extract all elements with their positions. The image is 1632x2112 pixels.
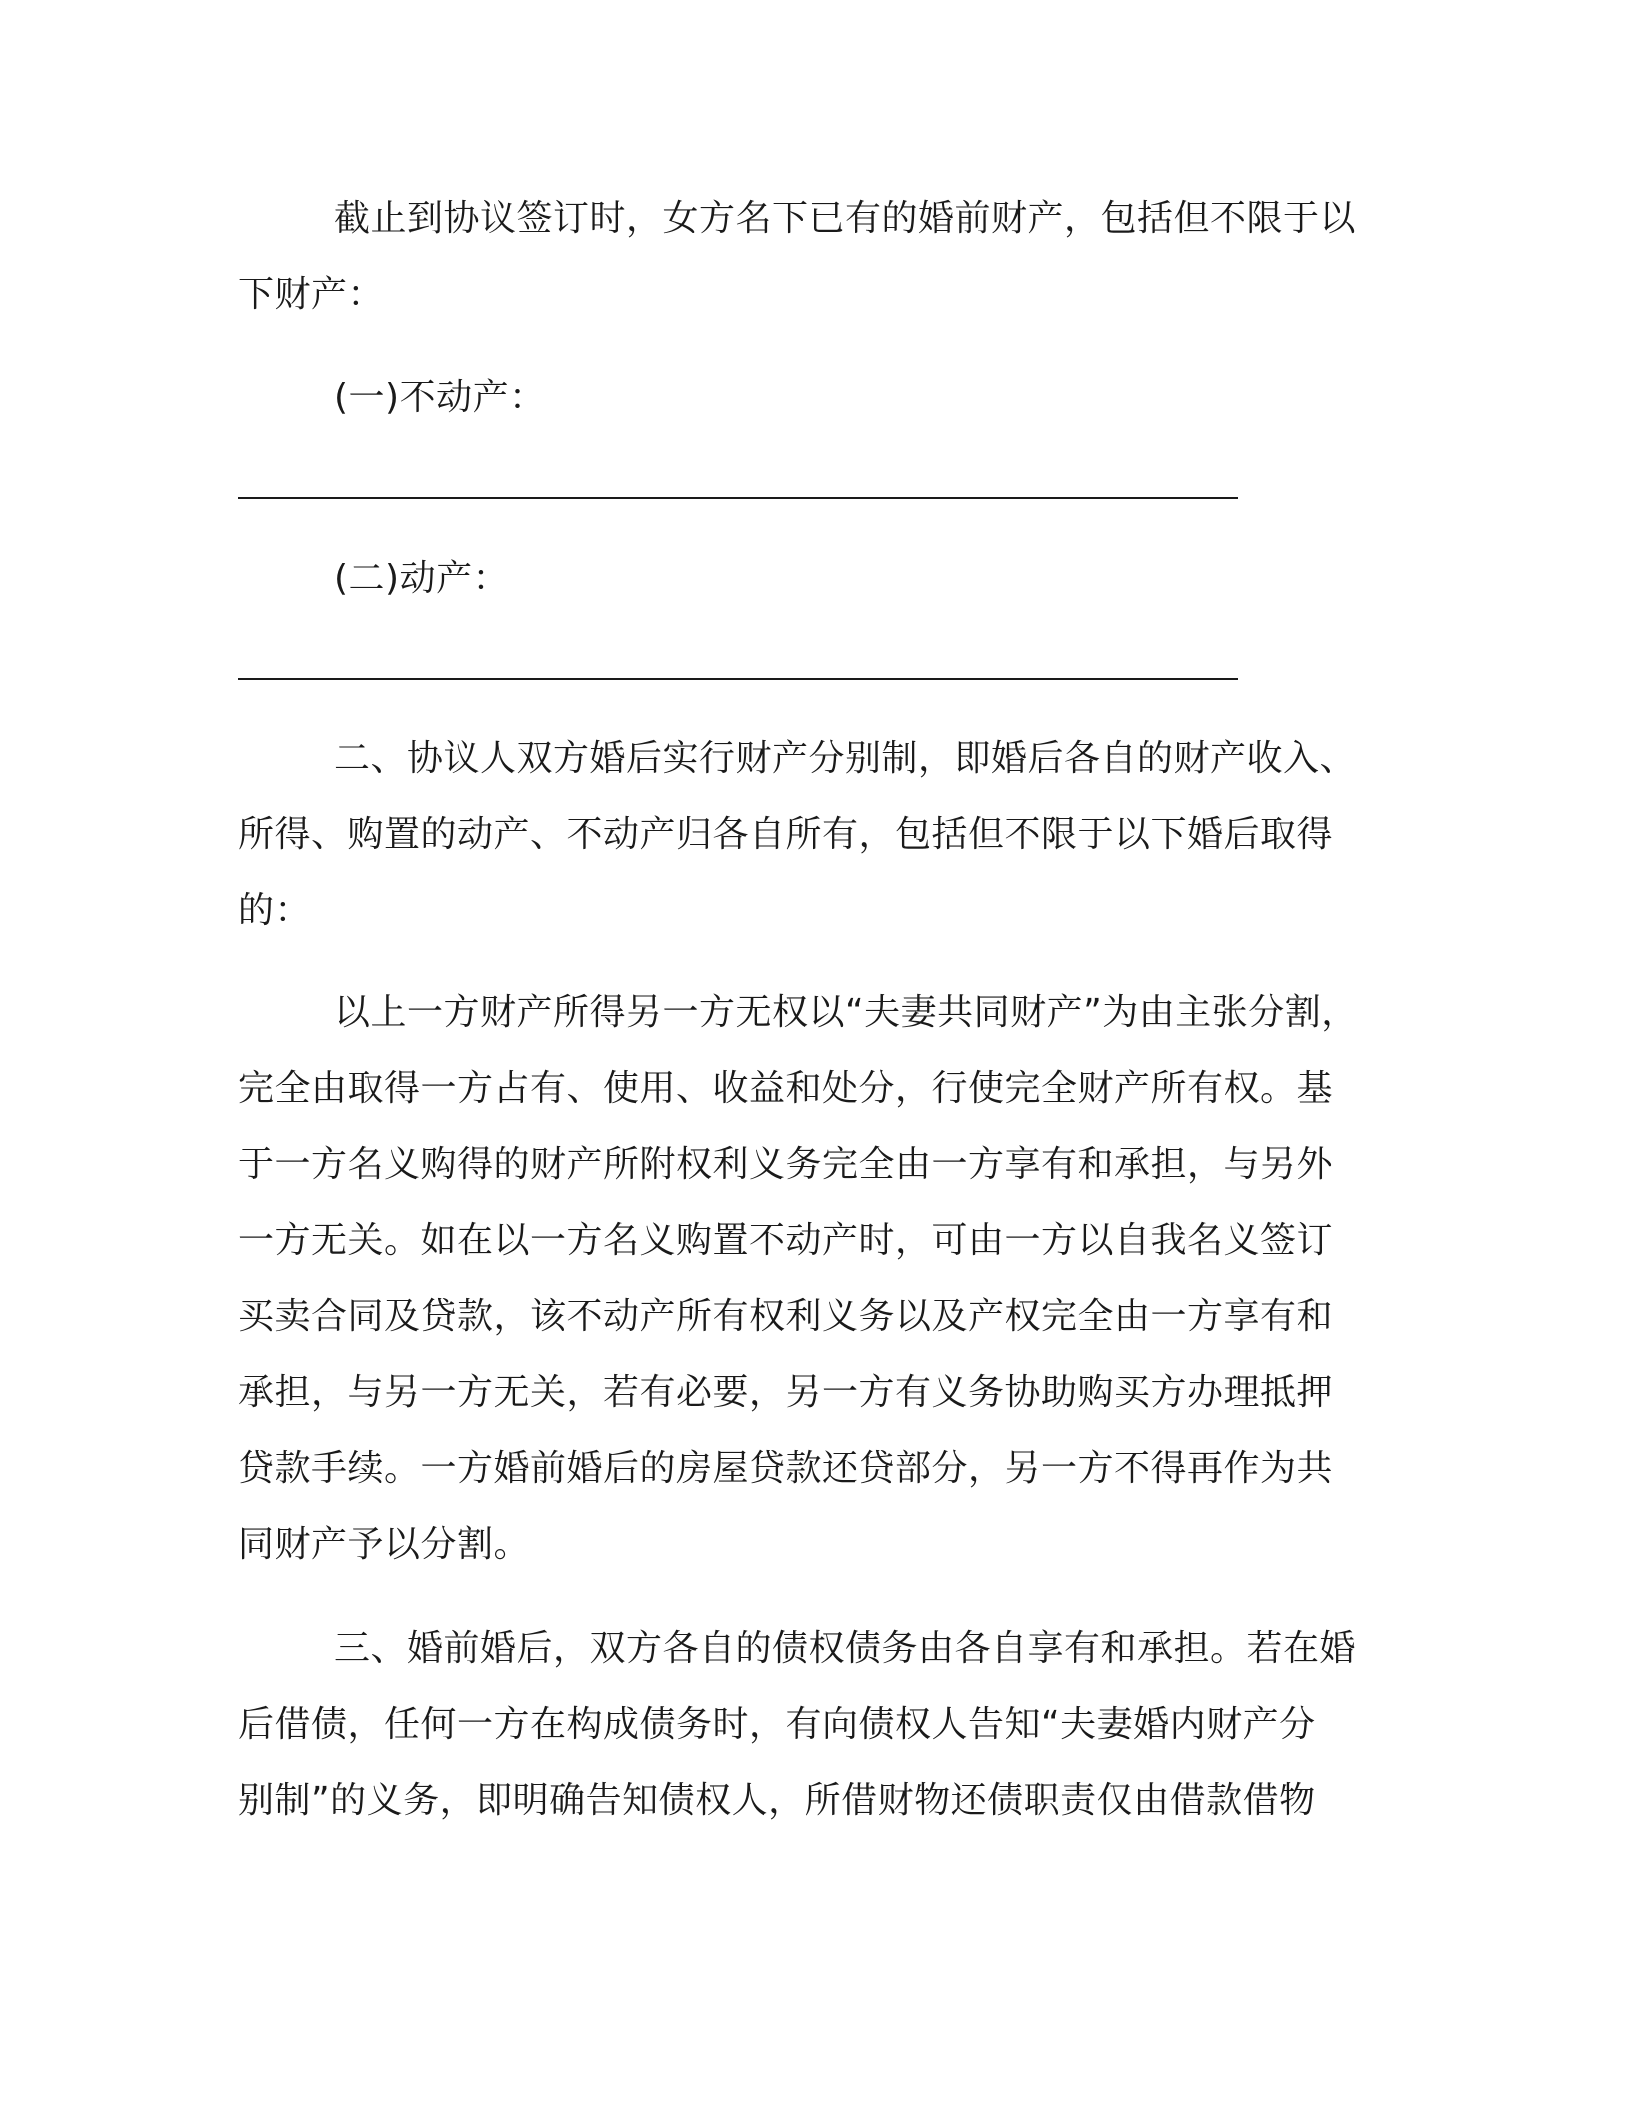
section-heading-movable-property: (二)动产： [334,558,510,599]
section-heading-real-estate: (一)不动产： [334,377,546,418]
paragraph-line: 承担，与另一方无关，若有必要，另一方有义务协助购买方办理抵押 [238,1372,1334,1413]
paragraph-line: 以上一方财产所得另一方无权以“夫妻共同财产”为由主张分割， [334,992,1358,1033]
paragraph-line: 截止到协议签订时，女方名下已有的婚前财产，包括但不限于以 [334,198,1357,239]
paragraph-line: 买卖合同及贷款，该不动产所有权利义务以及产权完全由一方享有和 [238,1296,1334,1337]
paragraph-line: 三、婚前婚后，双方各自的债权债务由各自享有和承担。若在婚 [334,1628,1357,1669]
paragraph-line: 别制”的义务，即明确告知债权人，所借财物还债职责仅由借款借物 [238,1780,1316,1821]
paragraph-line: 后借债，任何一方在构成债务时，有向债权人告知“夫妻婚内财产分 [238,1704,1316,1745]
paragraph-line: 一方无关。如在以一方名义购置不动产时，可由一方以自我名义签订 [238,1220,1334,1261]
fill-in-blank-line [238,678,1238,680]
paragraph-line: 完全由取得一方占有、使用、收益和处分，行使完全财产所有权。基 [238,1068,1334,1109]
paragraph-line: 二、协议人双方婚后实行财产分别制，即婚后各自的财产收入、 [334,738,1357,779]
paragraph-line: 于一方名义购得的财产所附权利义务完全由一方享有和承担，与另外 [238,1144,1334,1185]
paragraph-line: 的： [238,890,312,931]
fill-in-blank-line [238,497,1238,499]
paragraph-line: 同财产予以分割。 [238,1524,531,1565]
paragraph-line: 贷款手续。一方婚前婚后的房屋贷款还贷部分，另一方不得再作为共 [238,1448,1334,1489]
paragraph-line: 下财产： [238,274,385,315]
paragraph-line: 所得、购置的动产、不动产归各自所有，包括但不限于以下婚后取得 [238,814,1334,855]
